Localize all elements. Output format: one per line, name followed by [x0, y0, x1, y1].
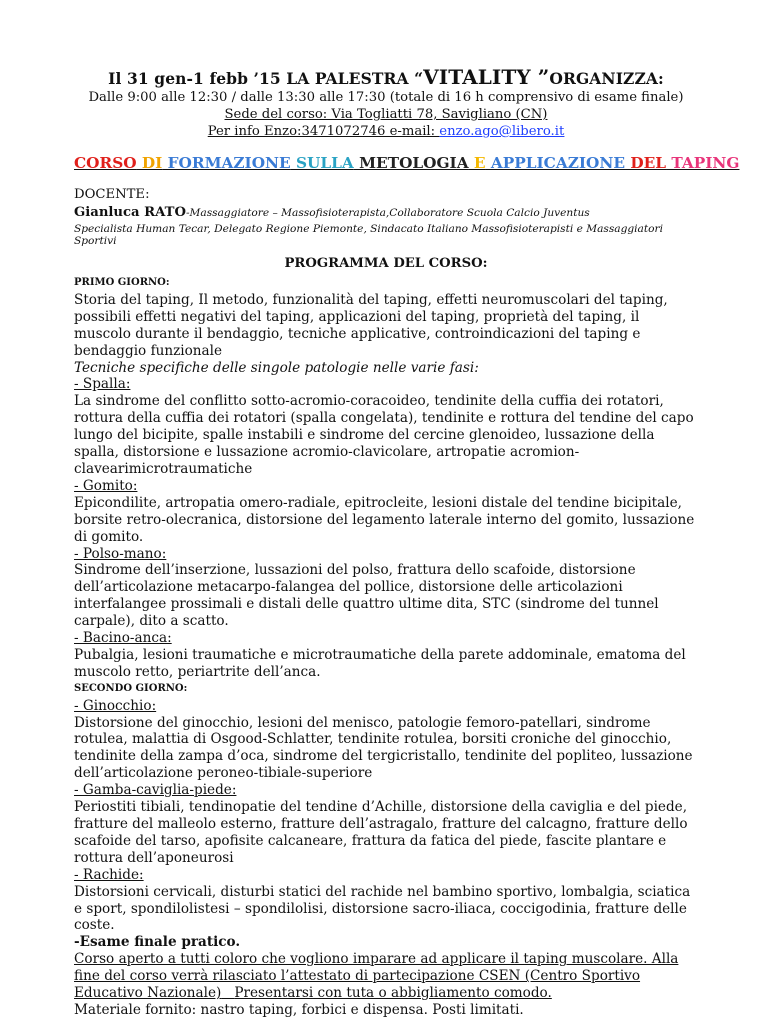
docente-specialization: Specialista Human Tecar, Delegato Regione Piemonte, Sindacato Italiano Massofisioterapisti e Massaggiatori Sportivi	[74, 223, 663, 247]
materials-text: Materiale fornito: nastro taping, forbici e dispensa. Posti limitati.	[74, 1001, 524, 1018]
dress-code-text: Presentarsi con tuta o abbigliamento comodo.	[234, 985, 552, 1002]
section-heading-gamba: - Gamba-caviglia-piede:	[74, 782, 237, 799]
section-heading-spalla: - Spalla:	[74, 376, 131, 393]
section-text-gomito: Epicondilite, artropatia omero-radiale, epitrocleite, lesioni distale del tendine bicipitale, borsite retro-olecranica, distorsione del legamento laterale interno del gomito, lussazione di gomito.	[74, 494, 695, 545]
section-heading-ginocchio: - Ginocchio:	[74, 697, 157, 714]
docente-name: Gianluca RATO	[74, 205, 186, 220]
section-text-ginocchio: Distorsione del ginocchio, lesioni del menisco, patologie femoro-patellari, sindrome rotulea, malattia di Osgood-Schlatter, tendinite rotulea, borsiti croniche del ginocchio, tendinite della zampa d’oca, sindrome del tergicristallo, tendinite del popliteo, lussazione dell’articolazione peroneo-tibiale-superiore	[74, 714, 693, 782]
day1-subtitle: Tecniche specifiche delle singole patologie nelle varie fasi:	[74, 359, 479, 376]
contact-info: Per info Enzo:3471072746 e-mail:	[207, 124, 440, 139]
program-body	[74, 275, 698, 1019]
course-title-word: CORSO	[74, 154, 137, 172]
section-heading-gomito: - Gomito:	[74, 477, 138, 494]
docente-label: DOCENTE:	[74, 187, 150, 202]
course-title-word: APPLICAZIONE	[485, 154, 626, 172]
event-contact	[74, 124, 698, 139]
docente-role: -Massaggiatore – Massofisioterapista,Collaboratore Scuola Calcio Juventus	[185, 207, 590, 219]
event-title-part2: ORGANIZZA:	[549, 69, 664, 88]
course-info	[74, 951, 698, 1002]
course-title-word: FORMAZIONE	[162, 154, 291, 172]
section-text-bacino: Pubalgia, lesioni traumatiche e microtraumatiche della parete addominale, ematoma del muscolo retto, periartrite dell’anca.	[74, 646, 686, 680]
course-title-word: DEL	[625, 154, 667, 172]
open-to-text: Corso aperto a tutti coloro che vogliono imparare ad applicare il taping muscolare. Alla fine del corso verrà rilasciato l’attestato di partecipazione CSEN (Centro Sportivo Educativo Nazionale)	[74, 951, 679, 1002]
day2-label: SECONDO GIORNO:	[74, 682, 188, 694]
section-heading-bacino: - Bacino-anca:	[74, 630, 172, 647]
final-exam: -Esame finale pratico.	[74, 934, 241, 951]
section-text-gamba: Periostiti tibiali, tendinopatie del tendine d’Achille, distorsione della caviglia e del piede, fratture del malleolo esterno, fratture dell’astragalo, fratture del calcagno, fratture dello scafoide del tarso, apofisite calcaneare, frattura da fatica del piede, fascite plantare e rottura dell’aponeurosi	[74, 799, 688, 866]
email-link[interactable]: enzo.ago@libero.it	[439, 124, 565, 139]
section-heading-polso: - Polso-mano:	[74, 545, 167, 562]
course-title-word: METOLOGIA	[353, 154, 469, 172]
day1-label: PRIMO GIORNO:	[74, 277, 170, 288]
event-title-part1: Il 31 gen-1 febb ’15 LA PALESTRA “	[108, 69, 424, 88]
event-title	[74, 65, 698, 89]
event-venue: Sede del corso: Via Togliatti 78, Savigliano (CN)	[224, 107, 548, 122]
section-text-polso: Sindrome dell’inserzione, lussazioni del polso, frattura dello scafoide, distorsione dell’articolazione metacarpo-falangea del pollice, distorsione delle articolazioni interfalangee prossimali e distali delle quattro ultime dita, STC (sindrome del tunnel carpale), dito a scatto.	[74, 562, 659, 630]
day1-intro: Storia del taping, Il metodo, funzionalità del taping, effetti neuromuscolari del taping, possibili effetti negativi del taping, applicazioni del taping, proprietà del taping, il muscolo durante il bendaggio, tecniche applicative, controindicazioni del taping e bendaggio funzionale	[74, 291, 668, 359]
section-text-spalla: La sindrome del conflitto sotto-acromio-coracoideo, tendinite della cuffia dei rotatori, rottura della cuffia dei rotatori (spalla congelata), tendinite e rottura del tendine del capo lungo del bicipite, spalle instabili e sindrome del cercine glenoideo, lussazione della spalla, distorsione e lussazione acromio-clavicolare, artropatie acromion-clavearimicrotraumatiche	[74, 393, 694, 477]
event-title-gym-name: VITALITY ”	[423, 65, 550, 89]
course-title-word: E	[468, 154, 486, 172]
event-schedule: Dalle 9:00 alle 12:30 / dalle 13:30 alle 17:30 (totale di 16 h comprensivo di esame finale)	[88, 90, 684, 105]
course-title-word: DI	[136, 154, 163, 172]
docente-line	[74, 205, 698, 220]
course-title-word: TAPING	[666, 154, 740, 172]
section-text-rachide: Distorsioni cervicali, disturbi statici del rachide nel bambino sportivo, lombalgia, sciatica e sport, spondilolistesi – spondilolisi, distorsione sacro-iliaca, coccigodinia, fratture delle coste.	[74, 883, 691, 934]
course-title-word: SULLA	[290, 154, 354, 172]
program-title: PROGRAMMA DEL CORSO:	[284, 256, 488, 271]
course-title	[74, 154, 740, 172]
section-heading-rachide: - Rachide:	[74, 866, 144, 883]
